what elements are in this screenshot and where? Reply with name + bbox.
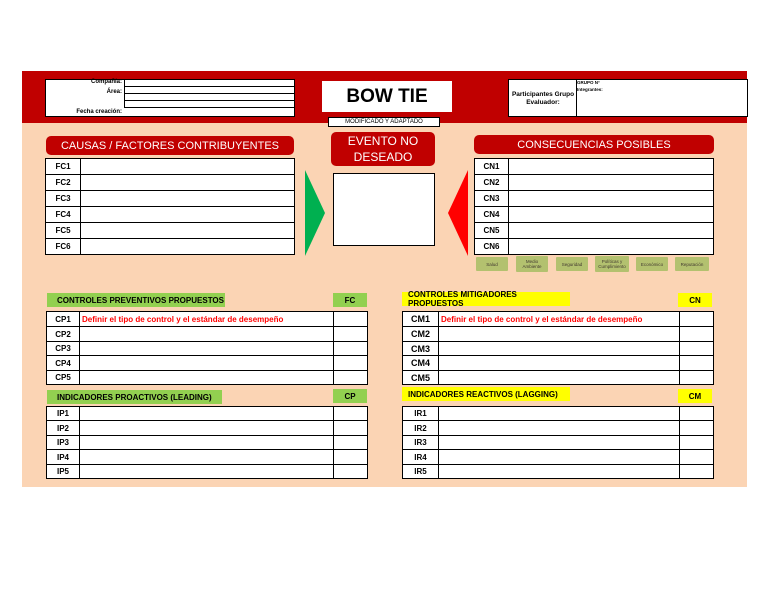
table-row: [403, 421, 714, 436]
preventive-field[interactable]: [80, 356, 334, 371]
evaluator-label: Evaluador:: [526, 99, 560, 106]
table-row: [47, 450, 368, 465]
cause-field[interactable]: [81, 207, 295, 223]
reactive-table: [402, 406, 714, 479]
date-field[interactable]: [124, 100, 295, 108]
page-title: BOW TIE: [321, 80, 453, 113]
cause-code: FC1: [46, 159, 81, 175]
cause-field[interactable]: [81, 159, 295, 175]
company-label: Compañía:: [90, 79, 122, 85]
area-label: Área:: [106, 89, 122, 95]
proactive-ref-field[interactable]: [334, 465, 368, 479]
table-row: [403, 407, 714, 421]
consequences-table: [474, 158, 714, 255]
table-row: [47, 356, 368, 371]
reactive-code: IR2: [403, 421, 439, 436]
consequences-title: CONSECUENCIAS POSIBLES: [474, 135, 714, 154]
reactive-code: IR4: [403, 450, 439, 465]
table-row: [403, 450, 714, 465]
reactive-ref-field[interactable]: [680, 450, 714, 465]
category-environment-button[interactable]: Medio Ambiente: [516, 256, 548, 272]
group-label: GRUPO N°: [577, 80, 600, 85]
mitigating-ref-field[interactable]: [680, 327, 714, 342]
mitigating-code: CM2: [403, 327, 439, 342]
mitigating-field[interactable]: [439, 327, 680, 342]
table-row: [475, 239, 714, 255]
reactive-ref-field[interactable]: [680, 421, 714, 436]
consequence-code: CN1: [475, 159, 509, 175]
cause-field[interactable]: [81, 223, 295, 239]
mitigating-code: CM1: [403, 312, 439, 327]
preventive-ref-field[interactable]: [334, 342, 368, 356]
cause-code: FC5: [46, 223, 81, 239]
consequence-code: CN2: [475, 175, 509, 191]
preventive-ref-field[interactable]: [334, 356, 368, 371]
mitigating-code: CM3: [403, 342, 439, 356]
proactive-code: IP5: [47, 465, 80, 479]
causes-table: [45, 158, 295, 255]
table-row: [47, 371, 368, 385]
proactive-ref-field[interactable]: [334, 407, 368, 421]
table-row: [475, 175, 714, 191]
category-health-button[interactable]: Salud: [476, 257, 508, 271]
cause-code: FC6: [46, 239, 81, 255]
consequence-field[interactable]: [509, 223, 714, 239]
table-row: [403, 371, 714, 385]
table-row: [46, 191, 295, 207]
reactive-ref-field[interactable]: [680, 407, 714, 421]
proactive-field[interactable]: [80, 465, 334, 479]
table-row: [46, 223, 295, 239]
consequence-field[interactable]: [509, 159, 714, 175]
proactive-ref-field[interactable]: [334, 421, 368, 436]
category-safety-button[interactable]: Seguridad: [556, 257, 588, 271]
proactive-field[interactable]: [80, 436, 334, 450]
table-row: [403, 312, 714, 327]
cause-code: FC2: [46, 175, 81, 191]
cause-field[interactable]: [81, 175, 295, 191]
preventive-field[interactable]: [80, 342, 334, 356]
mitigating-code: CM4: [403, 356, 439, 371]
mitigating-ref-field[interactable]: [680, 342, 714, 356]
preventive-table: [46, 311, 368, 385]
mitigating-code: CM5: [403, 371, 439, 385]
consequence-code: CN6: [475, 239, 509, 255]
table-row: [47, 342, 368, 356]
reactive-code: IR3: [403, 436, 439, 450]
proactive-field[interactable]: [80, 450, 334, 465]
proactive-field[interactable]: [80, 407, 334, 421]
reactive-code: IR5: [403, 465, 439, 479]
table-row: [475, 223, 714, 239]
cause-field[interactable]: [81, 191, 295, 207]
table-row: [46, 207, 295, 223]
table-row: [403, 356, 714, 371]
green-arrow-icon: [303, 170, 327, 256]
proactive-field[interactable]: [80, 421, 334, 436]
preventive-code: CP2: [47, 327, 80, 342]
table-row: [46, 159, 295, 175]
cause-code: FC4: [46, 207, 81, 223]
mitigating-field[interactable]: [439, 342, 680, 356]
consequence-field[interactable]: [509, 239, 714, 255]
table-row: [46, 175, 295, 191]
mitigating-ref-field[interactable]: [680, 356, 714, 371]
reactive-field[interactable]: [439, 421, 680, 436]
reactive-code: IR1: [403, 407, 439, 421]
reactive-indicators-title: INDICADORES REACTIVOS (LAGGING): [402, 387, 570, 401]
mitigating-ref-field[interactable]: [680, 312, 714, 327]
table-row: [47, 327, 368, 342]
table-row: [475, 207, 714, 223]
members-field[interactable]: [576, 79, 748, 117]
mitigating-field[interactable]: [439, 356, 680, 371]
preventive-code: CP5: [47, 371, 80, 385]
consequence-code: CN3: [475, 191, 509, 207]
reactive-field[interactable]: [439, 436, 680, 450]
consequence-field[interactable]: [509, 175, 714, 191]
mitigating-field[interactable]: Definir el tipo de control y el estándar de desempeño: [439, 312, 680, 327]
category-reputation-button[interactable]: Reputación: [675, 257, 709, 271]
preventive-code: CP1: [47, 312, 80, 327]
consequence-field[interactable]: [509, 207, 714, 223]
table-row: [47, 421, 368, 436]
table-row: [403, 465, 714, 479]
preventive-field[interactable]: [80, 371, 334, 385]
proactive-ref-field[interactable]: [334, 436, 368, 450]
preventive-ref-field[interactable]: [334, 371, 368, 385]
preventive-ref-field[interactable]: [334, 327, 368, 342]
mitigating-field[interactable]: [439, 371, 680, 385]
page-subtitle: MODIFICADO Y ADAPTADO: [328, 117, 440, 127]
participants-label: Participantes Grupo: [511, 91, 575, 98]
preventive-field[interactable]: Definir el tipo de control y el estándar de desempeño: [80, 312, 334, 327]
preventive-code: CP4: [47, 356, 80, 371]
preventive-controls-title: CONTROLES PREVENTIVOS PROPUESTOS: [47, 293, 225, 307]
category-compliance-button[interactable]: Políticas y Cumplimiento: [595, 256, 629, 272]
members-label: Integrantes:: [577, 87, 603, 92]
proactive-code: IP1: [47, 407, 80, 421]
reactive-ref-field[interactable]: [680, 465, 714, 479]
proactive-code: IP3: [47, 436, 80, 450]
date-label: Fecha creación:: [76, 109, 122, 115]
consequence-code: CN5: [475, 223, 509, 239]
category-economic-button[interactable]: Económico: [636, 257, 668, 271]
mitigating-ref-field[interactable]: [680, 371, 714, 385]
consequence-code: CN4: [475, 207, 509, 223]
proactive-code: IP2: [47, 421, 80, 436]
preventive-ref-field[interactable]: [334, 312, 368, 327]
causes-title: CAUSAS / FACTORES CONTRIBUYENTES: [46, 136, 294, 155]
cause-code: FC3: [46, 191, 81, 207]
table-row: [47, 465, 368, 479]
table-row: [403, 436, 714, 450]
proactive-code: IP4: [47, 450, 80, 465]
mitigating-controls-title: CONTROLES MITIGADORES PROPUESTOS: [402, 292, 570, 306]
proactive-indicators-title: INDICADORES PROACTIVOS (LEADING): [47, 390, 222, 404]
reactive-field[interactable]: [439, 450, 680, 465]
table-row: [47, 436, 368, 450]
red-arrow-icon: [446, 170, 470, 256]
preventive-tag: FC: [333, 293, 367, 307]
preventive-field[interactable]: [80, 327, 334, 342]
table-row: [46, 239, 295, 255]
event-box[interactable]: [333, 173, 435, 246]
proactive-ref-field[interactable]: [334, 450, 368, 465]
table-row: [475, 191, 714, 207]
proactive-tag: CP: [333, 389, 367, 403]
proactive-table: [46, 406, 368, 479]
preventive-code: CP3: [47, 342, 80, 356]
cause-field[interactable]: [81, 239, 295, 255]
reactive-ref-field[interactable]: [680, 436, 714, 450]
mitigating-table: [402, 311, 714, 385]
table-row: [47, 407, 368, 421]
reactive-field[interactable]: [439, 465, 680, 479]
table-row: [47, 312, 368, 327]
event-title: EVENTO NO DESEADO: [331, 132, 435, 166]
reactive-field[interactable]: [439, 407, 680, 421]
table-row: [403, 327, 714, 342]
consequence-field[interactable]: [509, 191, 714, 207]
reactive-tag: CM: [678, 389, 712, 403]
table-row: [475, 159, 714, 175]
table-row: [403, 342, 714, 356]
mitigating-tag: CN: [678, 293, 712, 307]
